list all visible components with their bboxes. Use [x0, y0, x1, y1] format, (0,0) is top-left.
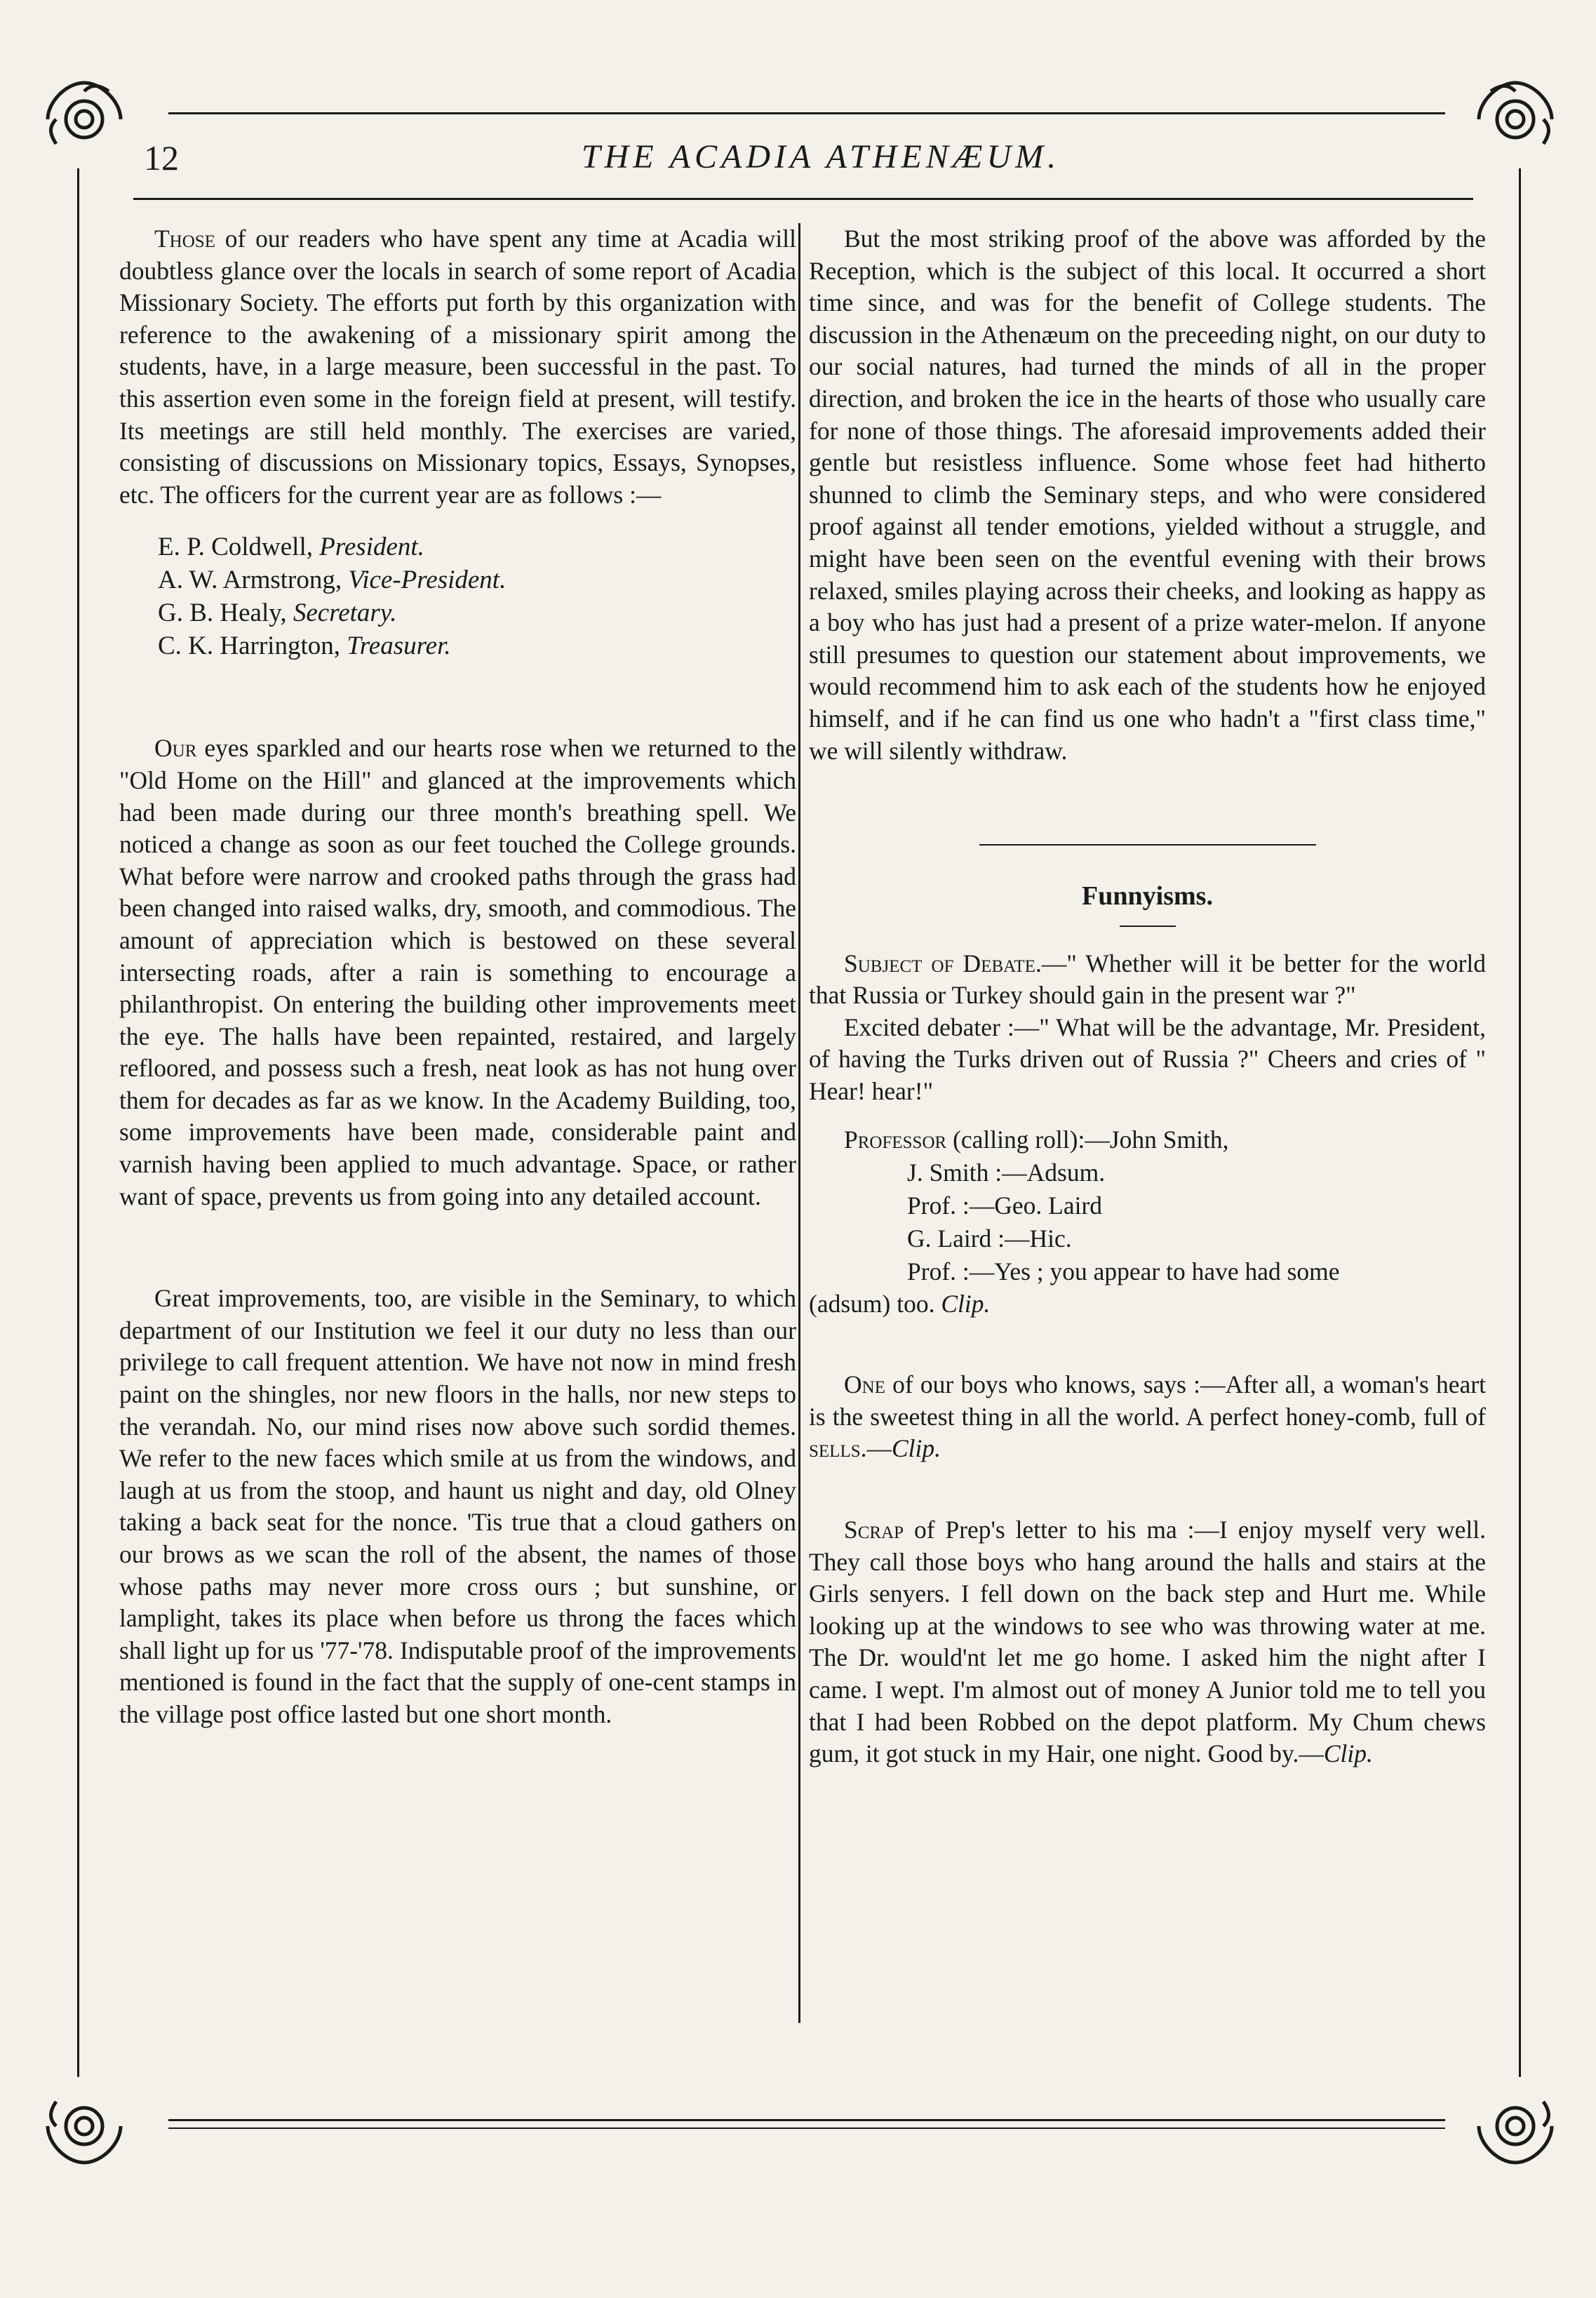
- top-border-rule: [168, 112, 1445, 114]
- bottom-border-rule: [168, 2119, 1445, 2121]
- officers-list: [158, 530, 796, 662]
- officer-name: E. P. Coldwell,: [158, 533, 320, 562]
- boys-item: [809, 1369, 1486, 1465]
- paragraph-lead: Our: [154, 734, 197, 763]
- debate-item: [809, 948, 1486, 1012]
- clip-credit: Clip.: [1323, 1739, 1373, 1768]
- item-text: of our boys who knows, says :—After all, a woman's heart is the sweetest thing in all the world. A perfect honey-comb, full of: [809, 1370, 1486, 1431]
- clip-credit: Clip.: [941, 1289, 991, 1318]
- roll-line-end: [809, 1288, 1486, 1321]
- item-text: of Prep's letter to his ma :—I enjoy myself very well. They call those boys who hang around the halls and stairs at the Girls senyers. I fell down on the back step and Hurt me. While looking up at the windows to see who was throwing water at me. The Dr. would'nt let me go home. I asked him the night after I came. I wept. I'm almost out of money A Junior told me to tell you that I had been Robbed on the depot platform. My Chum chews gum, it got stuck in my Hair, one night. Good by.—: [809, 1516, 1486, 1768]
- bottom-border-rule-2: [168, 2127, 1445, 2129]
- clip-credit: Clip.: [892, 1434, 941, 1463]
- officer-role: President.: [319, 533, 424, 562]
- scrap-item: [809, 1514, 1486, 1770]
- officer-name: C. K. Harrington,: [158, 632, 347, 661]
- roll-line: [844, 1123, 1486, 1156]
- officer-role: Vice-President.: [348, 566, 507, 595]
- improvements-paragraph: [119, 733, 796, 1213]
- item-lead: Scrap: [844, 1516, 904, 1544]
- item-lead: One: [844, 1370, 885, 1399]
- paragraph-text: of our readers who have spent any time at Acadia will doubtless glance over the locals in search of some report of Acadia Missionary Society. The efforts put forth by this organization with reference to the awakening of a missionary spirit among the students, have, in a large measure, been successful in the past. To this assertion even some in the foreign field at present, will testify. Its meetings are still held monthly. The exercises are varied, consisting of discussions on Missionary topics, Essays, Synopses, etc. The officers for the current year are as follows :—: [119, 225, 796, 509]
- officer-role: Treasurer.: [347, 632, 451, 661]
- right-border-rule: [1519, 168, 1521, 2077]
- roll-line: J. Smith :—Adsum.: [907, 1158, 1106, 1187]
- bottom-left-ornament-icon: [42, 2084, 126, 2168]
- page-number: 12: [144, 138, 179, 178]
- roll-line: Prof. :—Yes ; you appear to have had some: [907, 1257, 1340, 1285]
- section-title-underline: [1120, 926, 1176, 927]
- item-text: —" Whether will it be better for the world that Russia or Turkey should gain in the present war ?": [809, 949, 1486, 1010]
- item-text: (adsum) too.: [809, 1289, 935, 1318]
- seminary-paragraph: Great improvements, too, are visible in the Seminary, to which department of our Institution we feel it our duty no less than our privilege to call frequent attention. We have not now in mind fresh paint on the shingles, nor new floors in the halls, nor new steps to the verandah. No, our mind rises now above such sordid themes. We refer to the new faces which smile at us from the windows, and laugh at us from the stoop, and haunt us night and day, old Olney taking a back seat for the nonce. 'Tis true that a cloud gathers on our brows as we scan the roll of the absent, the names of those whose paths may never more cross ours ; but sunshine, or lamplight, takes its place when before us throng the faces which shall light up for us '77-'78. Indisputable proof of the improvements mentioned is found in the fact that the supply of one-cent stamps in the village post office lasted but one short month.: [119, 1284, 796, 1728]
- item-text: (calling roll):—John Smith,: [946, 1125, 1229, 1154]
- paragraph-text: eyes sparkled and our hearts rose when we returned to the "Old Home on the Hill" and glanced at the improvements which had been made during our three month's breathing spell. We noticed a change as soon as our feet touched the College grounds. What before were narrow and crooked paths through the grass had been changed into raised walks, dry, smooth, and commodious. The amount of appreciation which is bestowed on these several intersecting roads, after a rain is something to encourage a philanthropist. On entering the building other improvements meet the eye. The halls have been repainted, restaired, and largely refloored, and possess such a fresh, neat look as has not hung over them for decades as far as we know. In the Academy Building, too, some improvements have been made, considerable paint and varnish having been applied to much advantage. Space, or rather want of space, prevents us from going into any detailed account.: [119, 734, 796, 1210]
- item-text: .—: [860, 1434, 892, 1463]
- roll-line: Prof. :—Geo. Laird: [907, 1191, 1103, 1220]
- paragraph-lead: Those: [154, 225, 215, 253]
- debater-item: Excited debater :—" What will be the advantage, Mr. President, of having the Turks driven out of Russia ?" Cheers and cries of " Hear! hear!": [809, 1013, 1486, 1106]
- roll-line: G. Laird :—Hic.: [907, 1224, 1072, 1252]
- section-divider-rule: [979, 844, 1316, 846]
- roll-call-item: [844, 1123, 1486, 1288]
- header-underline-rule: [133, 198, 1473, 200]
- item-lead: Subject of Debate.: [844, 949, 1042, 977]
- left-border-rule: [77, 168, 79, 2077]
- left-column: [119, 223, 796, 1731]
- bottom-right-ornament-icon: [1473, 2084, 1557, 2168]
- top-left-ornament-icon: [42, 77, 126, 161]
- officer-line: [158, 530, 796, 563]
- right-column: [809, 223, 1486, 1770]
- officer-role: Secretary.: [293, 599, 397, 628]
- officer-name: G. B. Healy,: [158, 599, 293, 628]
- officer-line: [158, 596, 796, 629]
- officer-line: [158, 629, 796, 662]
- item-lead: Professor: [844, 1125, 947, 1154]
- column-divider: [798, 223, 800, 2023]
- section-title-funnyisms: Funnyisms.: [1082, 881, 1213, 911]
- missionary-society-paragraph: [119, 223, 796, 511]
- officer-name: A. W. Armstrong,: [158, 566, 349, 595]
- top-right-ornament-icon: [1473, 77, 1557, 161]
- sells-word: sells: [809, 1434, 861, 1463]
- running-title: THE ACADIA ATHENÆUM.: [581, 138, 1061, 175]
- reception-paragraph: But the most striking proof of the above was afforded by the Reception, which is the subject of this local. It occurred a short time since, and was for the benefit of College students. The discussion in the Athenæum on the preceeding night, on our duty to our social natures, had turned the minds of all in the proper direction, and broken the ice in the hearts of those who usually care for none of those things. The aforesaid improvements added their gentle but resistless influence. Some whose feet had hitherto shunned to climb the Seminary steps, and who were considered proof against all tender emotions, yielded without a struggle, and might have been seen on the eventful evening with their brows relaxed, smiles playing across their cheeks, and looking as happy as a boy who has just had a present of a prize water-melon. If anyone still presumes to question our statement about improvements, we would recommend him to ask each of the students how he enjoyed himself, and if he can find us one who hadn't a "first class time," we will silently withdraw.: [809, 225, 1486, 765]
- officer-line: [158, 563, 796, 596]
